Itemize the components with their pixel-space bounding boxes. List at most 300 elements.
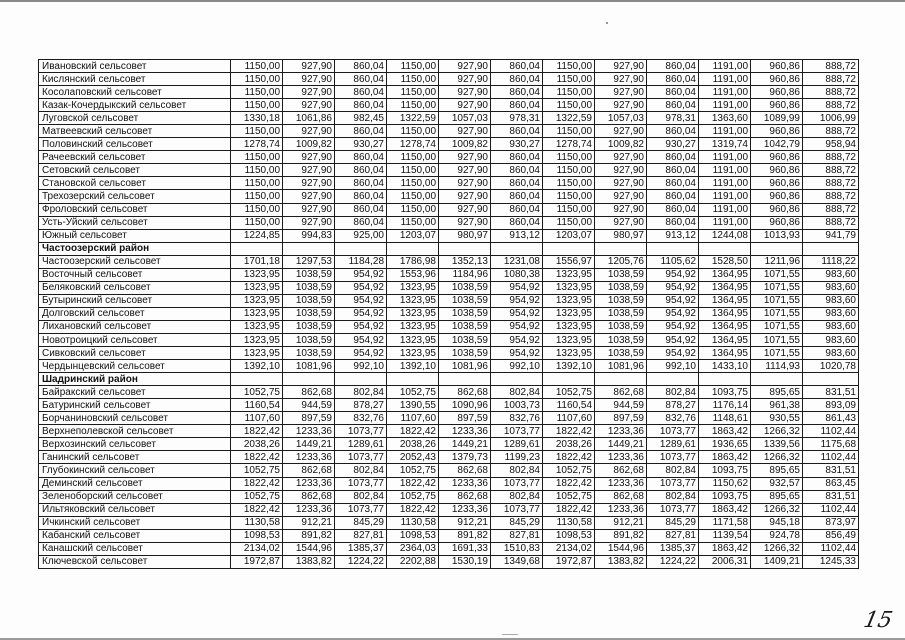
value-cell: 1102,44 — [803, 503, 859, 516]
value-cell: 1038,59 — [439, 294, 491, 307]
settlement-name: Чердынцевский сельсовет — [39, 360, 231, 373]
value-cell: 1233,36 — [439, 503, 491, 516]
settlement-name: Ильтяковский сельсовет — [39, 503, 231, 516]
value-cell: 1150,00 — [543, 216, 595, 229]
value-cell: 1224,22 — [335, 555, 387, 568]
value-cell: 1383,82 — [283, 555, 335, 568]
value-cell: 897,59 — [283, 412, 335, 425]
value-cell: 860,04 — [647, 177, 699, 190]
value-cell: 1057,03 — [595, 112, 647, 125]
value-cell: 1114,93 — [751, 360, 803, 373]
value-cell: 954,92 — [335, 281, 387, 294]
value-cell: 913,12 — [491, 229, 543, 242]
value-cell: 1080,38 — [491, 268, 543, 281]
value-cell: 1231,08 — [491, 255, 543, 268]
value-cell: 1052,75 — [387, 386, 439, 399]
value-cell: 954,92 — [335, 307, 387, 320]
value-cell: 912,21 — [283, 516, 335, 529]
value-cell: 1191,00 — [699, 86, 751, 99]
value-cell: 1009,82 — [283, 138, 335, 151]
value-cell: 927,90 — [595, 216, 647, 229]
value-cell: 888,72 — [803, 151, 859, 164]
value-cell: 888,72 — [803, 99, 859, 112]
value-cell: 1038,59 — [595, 347, 647, 360]
value-cell: 1364,95 — [699, 320, 751, 333]
table-row — [39, 125, 859, 138]
value-cell: 802,84 — [335, 490, 387, 503]
value-cell: 1433,10 — [699, 360, 751, 373]
value-cell: 860,04 — [491, 164, 543, 177]
value-cell: 912,21 — [595, 516, 647, 529]
value-cell: 1323,95 — [231, 268, 283, 281]
value-cell: 1038,59 — [283, 320, 335, 333]
settlement-name: Деминский сельсовет — [39, 477, 231, 490]
value-cell: 1052,75 — [543, 490, 595, 503]
value-cell: 1323,95 — [231, 294, 283, 307]
value-cell: 1392,10 — [231, 360, 283, 373]
value-cell: 827,81 — [491, 529, 543, 542]
value-cell: 2052,43 — [387, 451, 439, 464]
value-cell — [699, 373, 751, 386]
value-cell: 1150,00 — [543, 190, 595, 203]
value-cell: 1038,59 — [595, 307, 647, 320]
settlement-name: Сивковский сельсовет — [39, 347, 231, 360]
value-cell: 960,86 — [751, 203, 803, 216]
value-cell: 1038,59 — [439, 320, 491, 333]
value-cell: 1191,00 — [699, 164, 751, 177]
value-cell: 1052,75 — [543, 464, 595, 477]
table-row — [39, 216, 859, 229]
table-row — [39, 542, 859, 555]
value-cell: 1364,95 — [699, 307, 751, 320]
value-cell: 954,92 — [491, 347, 543, 360]
value-cell: 1150,00 — [543, 73, 595, 86]
value-cell: 958,94 — [803, 138, 859, 151]
value-cell: 1073,77 — [335, 503, 387, 516]
settlement-name: Борчаниновский сельсовет — [39, 412, 231, 425]
value-cell: 1052,75 — [387, 464, 439, 477]
value-cell: 860,04 — [647, 203, 699, 216]
value-cell: 1042,79 — [751, 138, 803, 151]
value-cell — [231, 373, 283, 386]
value-cell: 1322,59 — [387, 112, 439, 125]
value-cell: 927,90 — [439, 216, 491, 229]
value-cell: 1266,32 — [751, 542, 803, 555]
value-cell: 1150,00 — [231, 86, 283, 99]
value-cell: 1972,87 — [543, 555, 595, 568]
settlement-name: Беляковский сельсовет — [39, 281, 231, 294]
value-cell: 960,86 — [751, 125, 803, 138]
value-cell: 1449,21 — [595, 438, 647, 451]
value-cell: 1191,00 — [699, 177, 751, 190]
value-cell: 1150,00 — [231, 203, 283, 216]
value-cell: 1822,42 — [543, 477, 595, 490]
value-cell: 1150,00 — [231, 164, 283, 177]
value-cell: 1822,42 — [231, 477, 283, 490]
value-cell: 983,60 — [803, 307, 859, 320]
value-cell: 927,90 — [595, 177, 647, 190]
value-cell: 845,29 — [491, 516, 543, 529]
value-cell: 888,72 — [803, 73, 859, 86]
value-cell: 927,90 — [595, 73, 647, 86]
value-cell: 860,04 — [647, 60, 699, 73]
settlement-name: Верхозинский сельсовет — [39, 438, 231, 451]
value-cell: 1822,42 — [543, 425, 595, 438]
value-cell: 831,51 — [803, 464, 859, 477]
table-row — [39, 490, 859, 503]
value-cell: 1390,55 — [387, 399, 439, 412]
value-cell: 1364,95 — [699, 281, 751, 294]
table-row — [39, 451, 859, 464]
district-name: Шадринский район — [39, 373, 231, 386]
value-cell: 1052,75 — [231, 490, 283, 503]
table-row — [39, 399, 859, 412]
value-cell: 1073,77 — [335, 425, 387, 438]
value-cell: 927,90 — [283, 177, 335, 190]
settlement-name: Фроловский сельсовет — [39, 203, 231, 216]
table-row — [39, 203, 859, 216]
value-cell: 860,04 — [335, 177, 387, 190]
value-cell: 888,72 — [803, 177, 859, 190]
value-cell: 856,49 — [803, 529, 859, 542]
value-cell: 1130,58 — [387, 516, 439, 529]
value-cell: 860,04 — [491, 86, 543, 99]
value-cell: 1449,21 — [283, 438, 335, 451]
value-cell: 832,76 — [647, 412, 699, 425]
value-cell: 1081,96 — [283, 360, 335, 373]
value-cell: 1323,95 — [231, 333, 283, 346]
value-cell: 1150,00 — [231, 99, 283, 112]
value-cell: 860,04 — [491, 60, 543, 73]
value-cell: 954,92 — [491, 281, 543, 294]
settlement-name: Бутыринский сельсовет — [39, 294, 231, 307]
value-cell: 1786,98 — [387, 255, 439, 268]
value-cell: 1191,00 — [699, 99, 751, 112]
value-cell: 1224,85 — [231, 229, 283, 242]
value-cell: 1184,28 — [335, 255, 387, 268]
value-cell: 845,29 — [647, 516, 699, 529]
value-cell: 954,92 — [647, 320, 699, 333]
value-cell: 1323,95 — [543, 294, 595, 307]
value-cell: 1383,82 — [595, 555, 647, 568]
table-row — [39, 164, 859, 177]
value-cell: 927,90 — [439, 203, 491, 216]
value-cell: 1150,00 — [231, 73, 283, 86]
value-cell: 1323,95 — [231, 307, 283, 320]
value-cell: 1244,08 — [699, 229, 751, 242]
value-cell: 1233,36 — [595, 503, 647, 516]
value-cell — [751, 242, 803, 255]
table-row — [39, 529, 859, 542]
value-cell: 1150,00 — [387, 99, 439, 112]
value-cell: 1323,95 — [387, 333, 439, 346]
value-cell: 927,90 — [283, 60, 335, 73]
value-cell: 878,27 — [647, 399, 699, 412]
scan-edge-top — [0, 0, 905, 2]
value-cell: 2038,26 — [543, 438, 595, 451]
value-cell: 927,90 — [439, 60, 491, 73]
value-cell — [439, 242, 491, 255]
table-row — [39, 438, 859, 451]
settlement-name: Байракский сельсовет — [39, 386, 231, 399]
value-cell: 1323,95 — [543, 347, 595, 360]
table-row — [39, 425, 859, 438]
value-cell: 1038,59 — [595, 320, 647, 333]
value-cell: 1150,00 — [543, 99, 595, 112]
value-cell: 1006,99 — [803, 112, 859, 125]
value-cell — [387, 373, 439, 386]
value-cell: 802,84 — [491, 490, 543, 503]
value-cell: 954,92 — [647, 347, 699, 360]
value-cell: 1191,00 — [699, 190, 751, 203]
value-cell: 1118,22 — [803, 255, 859, 268]
table-row — [39, 333, 859, 346]
value-cell — [491, 242, 543, 255]
value-cell — [699, 242, 751, 255]
value-cell: 927,90 — [283, 86, 335, 99]
value-cell: 1150,00 — [543, 164, 595, 177]
value-cell: 860,04 — [491, 216, 543, 229]
value-cell: 927,90 — [595, 86, 647, 99]
value-cell: 927,90 — [439, 86, 491, 99]
value-cell: 1822,42 — [231, 425, 283, 438]
value-cell: 862,68 — [439, 490, 491, 503]
value-cell: 1098,53 — [231, 529, 283, 542]
value-cell: 1009,82 — [439, 138, 491, 151]
value-cell: 860,04 — [335, 125, 387, 138]
value-cell: 895,65 — [751, 490, 803, 503]
value-cell: 1936,65 — [699, 438, 751, 451]
value-cell: 1102,44 — [803, 425, 859, 438]
value-cell: 860,04 — [491, 125, 543, 138]
page-number: 15 — [861, 608, 895, 633]
value-cell: 927,90 — [439, 164, 491, 177]
value-cell — [803, 242, 859, 255]
value-cell: 891,82 — [283, 529, 335, 542]
value-cell: 927,90 — [595, 125, 647, 138]
value-cell: 1323,95 — [543, 281, 595, 294]
value-cell: 1038,59 — [283, 294, 335, 307]
value-cell: 1020,78 — [803, 360, 859, 373]
value-cell — [595, 242, 647, 255]
value-cell: 1171,58 — [699, 516, 751, 529]
value-cell: 1081,96 — [439, 360, 491, 373]
value-cell: 1107,60 — [231, 412, 283, 425]
value-cell: 1863,42 — [699, 503, 751, 516]
value-cell: 1057,03 — [439, 112, 491, 125]
value-cell: 1322,59 — [543, 112, 595, 125]
value-cell: 1150,00 — [543, 86, 595, 99]
value-cell: 1323,95 — [543, 307, 595, 320]
value-cell: 927,90 — [439, 151, 491, 164]
value-cell — [647, 373, 699, 386]
value-cell: 983,60 — [803, 333, 859, 346]
value-cell: 1052,75 — [387, 490, 439, 503]
value-cell: 2134,02 — [543, 542, 595, 555]
value-cell: 1211,96 — [751, 255, 803, 268]
value-cell: 1038,59 — [283, 268, 335, 281]
value-cell: 992,10 — [647, 360, 699, 373]
value-cell: 862,68 — [283, 464, 335, 477]
value-cell: 1052,75 — [231, 386, 283, 399]
value-cell: 1364,95 — [699, 333, 751, 346]
value-cell: 954,92 — [647, 333, 699, 346]
value-cell: 1150,00 — [231, 216, 283, 229]
value-cell: 1071,55 — [751, 307, 803, 320]
value-cell: 960,86 — [751, 99, 803, 112]
value-cell: 994,83 — [283, 229, 335, 242]
value-cell: 1392,10 — [387, 360, 439, 373]
settlement-name: Ивановский сельсовет — [39, 60, 231, 73]
value-cell: 1289,61 — [647, 438, 699, 451]
value-cell: 831,51 — [803, 386, 859, 399]
value-cell: 978,31 — [647, 112, 699, 125]
value-cell: 954,92 — [335, 320, 387, 333]
value-cell: 1379,73 — [439, 451, 491, 464]
value-cell: 891,82 — [595, 529, 647, 542]
table-row — [39, 360, 859, 373]
value-cell: 1150,00 — [387, 164, 439, 177]
value-cell: 1392,10 — [543, 360, 595, 373]
value-cell: 863,45 — [803, 477, 859, 490]
value-cell: 1278,74 — [543, 138, 595, 151]
value-cell: 1003,73 — [491, 399, 543, 412]
value-cell: 912,21 — [439, 516, 491, 529]
value-cell: 1148,61 — [699, 412, 751, 425]
value-cell: 860,04 — [491, 203, 543, 216]
settlement-name: Верхнеполевской сельсовет — [39, 425, 231, 438]
value-cell: 1150,00 — [543, 151, 595, 164]
value-cell: 930,27 — [491, 138, 543, 151]
value-cell: 927,90 — [595, 164, 647, 177]
value-cell: 1822,42 — [543, 451, 595, 464]
value-cell: 860,04 — [647, 216, 699, 229]
value-cell: 1233,36 — [595, 425, 647, 438]
value-cell: 927,90 — [283, 203, 335, 216]
value-cell: 1038,59 — [283, 281, 335, 294]
value-cell: 1150,00 — [387, 203, 439, 216]
value-cell: 1073,77 — [335, 451, 387, 464]
value-cell: 1233,36 — [439, 477, 491, 490]
value-cell: 862,68 — [439, 386, 491, 399]
value-cell: 1150,00 — [543, 177, 595, 190]
scan-speck — [606, 22, 608, 24]
value-cell: 954,92 — [491, 320, 543, 333]
value-cell: 860,04 — [647, 190, 699, 203]
value-cell: 927,90 — [595, 60, 647, 73]
value-cell: 845,29 — [335, 516, 387, 529]
value-cell: 954,92 — [647, 294, 699, 307]
value-cell: 954,92 — [647, 307, 699, 320]
value-cell: 1191,00 — [699, 73, 751, 86]
value-cell: 1233,36 — [595, 477, 647, 490]
value-cell: 954,92 — [647, 281, 699, 294]
value-cell: 1266,32 — [751, 451, 803, 464]
value-cell: 978,31 — [491, 112, 543, 125]
value-cell: 954,92 — [335, 347, 387, 360]
settlement-name: Ключевской сельсовет — [39, 555, 231, 568]
value-cell: 802,84 — [335, 386, 387, 399]
value-cell: 860,04 — [647, 86, 699, 99]
value-cell: 1073,77 — [491, 503, 543, 516]
district-header-row — [39, 373, 859, 386]
settlement-name: Косолаповский сельсовет — [39, 86, 231, 99]
value-cell: 1339,56 — [751, 438, 803, 451]
value-cell: 1385,37 — [647, 542, 699, 555]
value-cell: 1038,59 — [283, 307, 335, 320]
settlement-name: Канашский сельсовет — [39, 542, 231, 555]
value-cell: 873,97 — [803, 516, 859, 529]
value-cell: 1191,00 — [699, 151, 751, 164]
value-cell: 1098,53 — [543, 529, 595, 542]
value-cell: 1323,95 — [387, 294, 439, 307]
value-cell: 802,84 — [647, 464, 699, 477]
table-row — [39, 112, 859, 125]
value-cell: 1528,50 — [699, 255, 751, 268]
value-cell: 862,68 — [439, 464, 491, 477]
value-cell: 1038,59 — [439, 281, 491, 294]
value-cell — [283, 373, 335, 386]
value-cell: 860,04 — [647, 151, 699, 164]
value-cell: 954,92 — [335, 333, 387, 346]
value-cell: 860,04 — [491, 151, 543, 164]
value-cell: 1278,74 — [387, 138, 439, 151]
value-cell — [335, 242, 387, 255]
table-row — [39, 464, 859, 477]
settlement-name: Усть-Уйский сельсовет — [39, 216, 231, 229]
value-cell — [491, 373, 543, 386]
value-cell: 1323,95 — [231, 320, 283, 333]
table-row — [39, 477, 859, 490]
value-cell: 980,97 — [595, 229, 647, 242]
settlement-name: Новотроицкий сельсовет — [39, 333, 231, 346]
value-cell: 954,92 — [491, 333, 543, 346]
value-cell: 802,84 — [335, 464, 387, 477]
value-cell: 1278,74 — [231, 138, 283, 151]
value-cell: 1245,33 — [803, 555, 859, 568]
value-cell: 1052,75 — [543, 386, 595, 399]
value-cell: 1323,95 — [231, 281, 283, 294]
settlement-name: Становской сельсовет — [39, 177, 231, 190]
value-cell: 860,04 — [647, 164, 699, 177]
value-cell: 888,72 — [803, 190, 859, 203]
value-cell: 927,90 — [439, 99, 491, 112]
table-row — [39, 555, 859, 568]
settlement-name: Рачеевский сельсовет — [39, 151, 231, 164]
value-cell: 897,59 — [439, 412, 491, 425]
settlement-name: Лихановский сельсовет — [39, 320, 231, 333]
value-cell: 944,59 — [283, 399, 335, 412]
value-cell: 2038,26 — [387, 438, 439, 451]
value-cell: 1073,77 — [491, 477, 543, 490]
value-cell: 1090,96 — [439, 399, 491, 412]
value-cell: 1199,23 — [491, 451, 543, 464]
value-cell: 860,04 — [647, 73, 699, 86]
value-cell: 1160,54 — [231, 399, 283, 412]
value-cell: 891,82 — [439, 529, 491, 542]
value-cell: 1822,42 — [543, 503, 595, 516]
value-cell: 1863,42 — [699, 542, 751, 555]
value-cell: 888,72 — [803, 164, 859, 177]
settlement-name: Зеленоборский сельсовет — [39, 490, 231, 503]
value-cell: 1822,42 — [387, 425, 439, 438]
settlement-name: Половинский сельсовет — [39, 138, 231, 151]
value-cell: 802,84 — [647, 490, 699, 503]
value-cell: 983,60 — [803, 294, 859, 307]
value-cell: 960,86 — [751, 177, 803, 190]
table-row — [39, 503, 859, 516]
value-cell: 1038,59 — [439, 307, 491, 320]
